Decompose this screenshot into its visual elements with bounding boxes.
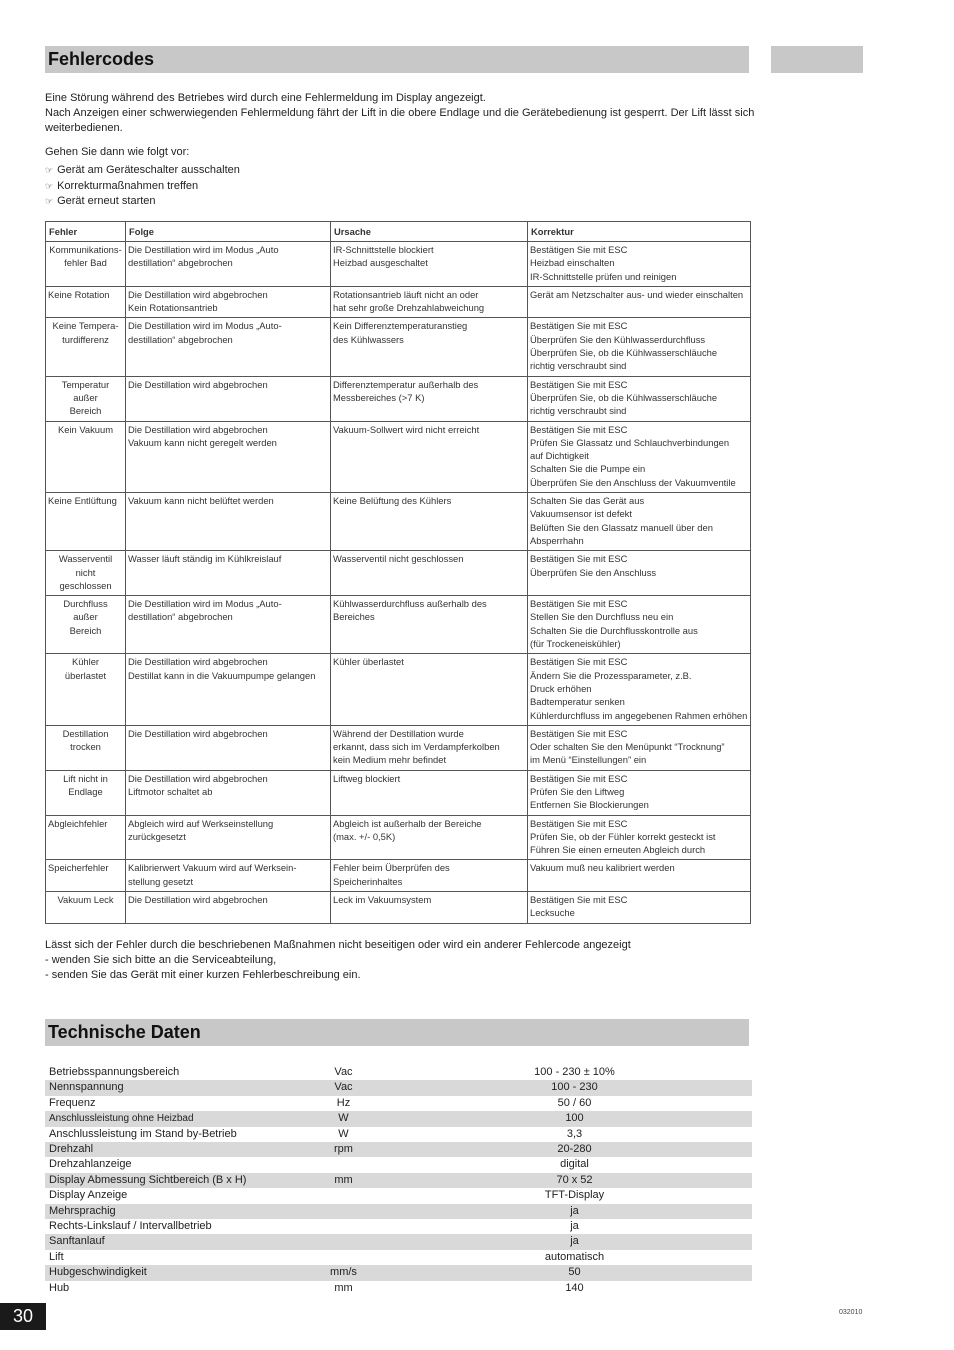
section-title-fehlercodes: Fehlercodes (45, 46, 749, 73)
page-number: 30 (0, 1303, 46, 1330)
table-row (46, 376, 751, 421)
cell-line: Bestätigen Sie mit ESC (530, 378, 628, 390)
cell-folge (126, 596, 331, 654)
cell-folge (126, 551, 331, 596)
cell-line: Die Destillation wird abgebrochen (128, 378, 268, 390)
cell-fehler (46, 596, 126, 654)
cell-ursache (331, 815, 528, 860)
pointing-hand-icon: ☞ (45, 180, 54, 191)
tech-unit (290, 1250, 397, 1265)
cell-line: richtig verschraubt sind (530, 405, 627, 417)
tech-unit: mm (334, 1281, 353, 1294)
cell-korrektur (528, 551, 751, 596)
side-tab-bar (771, 46, 863, 73)
cell-line: Speicherfehler (48, 862, 109, 874)
cell-line: Die Destillation wird abgebrochen (128, 423, 268, 435)
tech-value: TFT-Display (544, 1189, 605, 1202)
cell-korrektur (528, 421, 751, 492)
cell-line: destillation“ abgebrochen (128, 257, 233, 269)
cell-line: Destillat kann in die Vakuumpumpe gelangen (128, 669, 316, 681)
cell-line: Oder schalten Sie den Menüpunkt “Trocknung” (530, 741, 725, 753)
cell-line: Kühlwasserdurchfluss außerhalb des (333, 598, 487, 610)
cell-line: Vakuum kann nicht belüftet werden (128, 495, 274, 507)
tech-row (45, 1188, 752, 1203)
cell-line: Liftmotor schaltet ab (128, 785, 213, 797)
step-item: ☞ Korrekturmaßnahmen treffen (45, 179, 199, 192)
cell-line: destillation“ abgebrochen (128, 611, 233, 623)
error-code-table (45, 221, 751, 924)
cell-line: Die Destillation wird abgebrochen (128, 894, 268, 906)
cell-line: (für Trockeneiskühler) (530, 638, 621, 650)
cell-line: Kein Vakuum (57, 423, 114, 435)
cell-folge (126, 770, 331, 815)
column-header-ursache: Ursache (331, 222, 528, 242)
cell-line: Die Destillation wird abgebrochen (128, 772, 268, 784)
table-header-row (46, 222, 751, 242)
cell-line: Heizbad einschalten (530, 257, 615, 269)
tech-label: Drehzahlanzeige (49, 1158, 132, 1171)
cell-line: Leck im Vakuumsystem (333, 894, 432, 906)
tech-row (45, 1173, 752, 1188)
table-row (46, 286, 751, 318)
cell-line: Keine Belüftung des Kühlers (333, 495, 452, 507)
cell-fehler (46, 892, 126, 924)
step-item: ☞ Gerät erneut starten (45, 195, 156, 207)
cell-korrektur (528, 860, 751, 892)
cell-line: Destillation (62, 727, 109, 739)
tech-label: Sanftanlauf (45, 1234, 290, 1249)
cell-line: IR-Schnittstelle prüfen und reinigen (530, 270, 677, 282)
cell-line: Keine Entlüftung (48, 495, 117, 507)
cell-line: Druck erhöhen (530, 682, 592, 694)
cell-line: Lecksuche (530, 907, 575, 919)
cell-ursache (331, 421, 528, 492)
cell-line: Keine Tempera- (52, 320, 119, 332)
cell-folge (126, 493, 331, 551)
tech-value: 50 / 60 (557, 1096, 592, 1109)
cell-line: Lift nicht in (63, 772, 108, 784)
cell-line: Die Destillation wird abgebrochen (128, 727, 268, 739)
tech-value: 100 - 230 (397, 1080, 752, 1095)
cell-folge (126, 318, 331, 376)
cell-korrektur (528, 892, 751, 924)
outro-text (45, 938, 755, 983)
cell-line: Bestätigen Sie mit ESC (530, 320, 628, 332)
cell-line: Bestätigen Sie mit ESC (530, 817, 628, 829)
cell-line: Entfernen Sie Blockierungen (530, 799, 649, 811)
cell-line: Liftweg blockiert (333, 772, 401, 784)
tech-unit: W (338, 1127, 349, 1140)
cell-line: Ändern Sie die Prozessparameter, z.B. (530, 669, 692, 681)
table-row (46, 318, 751, 376)
cell-ursache (331, 493, 528, 551)
cell-fehler (46, 242, 126, 287)
cell-line: zurückgesetzt (128, 830, 186, 842)
tech-label: Mehrsprachig (45, 1204, 290, 1219)
cell-line: Kühler überlastet (333, 656, 404, 668)
cell-line: Stellen Sie den Durchfluss neu ein (530, 611, 674, 623)
outro-line: - wenden Sie sich bitte an die Serviceabteilung, (45, 954, 277, 966)
cell-fehler (46, 421, 126, 492)
table-row (46, 860, 751, 892)
tech-value: 20-280 (397, 1142, 752, 1157)
tech-row (45, 1065, 752, 1080)
cell-ursache (331, 892, 528, 924)
cell-folge (126, 376, 331, 421)
cell-korrektur (528, 815, 751, 860)
tech-value: 3,3 (566, 1127, 583, 1140)
cell-fehler (46, 551, 126, 596)
table-row (46, 892, 751, 924)
cell-line: Messbereiches (>7 K) (333, 391, 425, 403)
intro-text (45, 91, 755, 136)
cell-line: nicht (75, 566, 96, 578)
cell-line: Wasserventil (58, 553, 113, 565)
tech-value: 140 (565, 1281, 584, 1294)
tech-row (45, 1204, 752, 1219)
table-row (46, 596, 751, 654)
tech-unit: W (290, 1111, 397, 1126)
cell-line: Kühlerdurchfluss im angegebenen Rahmen erhöhen (530, 709, 748, 721)
cell-fehler (46, 860, 126, 892)
tech-row (45, 1096, 752, 1111)
table-row (46, 493, 751, 551)
cell-line: richtig verschraubt sind (530, 360, 627, 372)
cell-folge (126, 892, 331, 924)
cell-fehler (46, 286, 126, 318)
cell-line: außer (73, 611, 98, 623)
cell-line: IR-Schnittstelle blockiert (333, 244, 434, 255)
column-header-korrektur: Korrektur (528, 222, 751, 242)
cell-ursache (331, 654, 528, 725)
cell-ursache (331, 725, 528, 770)
cell-line: Schalten Sie die Pumpe ein (530, 463, 646, 475)
cell-line: Überprüfen Sie den Kühlwasserdurchfluss (530, 333, 706, 345)
cell-line: Die Destillation wird im Modus „Auto- (128, 320, 282, 332)
cell-korrektur (528, 286, 751, 318)
tech-unit: Vac (290, 1080, 397, 1095)
cell-line: Abgleich ist außerhalb der Bereiche (333, 817, 482, 829)
tech-data-table (45, 1065, 752, 1296)
cell-line: Durchfluss (63, 598, 108, 610)
cell-line: Die Destillation wird abgebrochen (128, 656, 268, 668)
tech-unit: Vac (334, 1066, 353, 1078)
cell-folge (126, 286, 331, 318)
cell-line: überlastet (64, 669, 107, 681)
tech-label: Rechts-Linkslauf / Intervallbetrieb (49, 1220, 212, 1233)
table-row (46, 421, 751, 492)
cell-line: Gerät am Netzschalter aus- und wieder einschalten (530, 288, 744, 300)
cell-line: Absperrhahn (530, 534, 584, 546)
cell-line: Abgleich wird auf Werkseinstellung (128, 817, 274, 829)
cell-ursache (331, 551, 528, 596)
cell-line: Kühler (71, 656, 100, 668)
column-header-folge: Folge (126, 222, 331, 242)
cell-line: Rotationsantrieb läuft nicht an oder (333, 288, 479, 300)
cell-line: außer (73, 391, 98, 403)
document-code: 032010 (839, 1309, 863, 1316)
cell-ursache (331, 376, 528, 421)
cell-line: Überprüfen Sie, ob die Kühlwasserschläuche (530, 391, 718, 403)
cell-fehler (46, 815, 126, 860)
tech-value: digital (560, 1158, 589, 1171)
tech-value: ja (397, 1234, 752, 1249)
cell-line: Prüfen Sie den Liftweg (530, 785, 625, 797)
cell-line: Belüften Sie den Glassatz manuell über den (530, 521, 713, 533)
cell-line: Bestätigen Sie mit ESC (530, 894, 628, 906)
cell-fehler (46, 725, 126, 770)
tech-row (45, 1265, 752, 1280)
pointing-hand-icon: ☞ (45, 165, 54, 175)
cell-line: fehler Bad (64, 257, 107, 269)
tech-row (45, 1127, 752, 1142)
cell-line: Temperatur (61, 378, 110, 390)
tech-row (45, 1234, 752, 1249)
cell-ursache (331, 860, 528, 892)
tech-row (45, 1157, 752, 1172)
cell-line: Kalibrierwert Vakuum wird auf Werksein- (128, 862, 297, 874)
cell-line: trocken (70, 741, 101, 753)
intro-line: Nach Anzeigen einer schwerwiegenden Fehlermeldung fährt der Lift in die obere Endlage und die Gerätebedienung ist gesperrt. Der Lift lässt sich weiterbedienen. (45, 107, 755, 134)
tech-label: Lift (49, 1250, 64, 1263)
cell-ursache (331, 318, 528, 376)
column-header-fehler: Fehler (46, 222, 126, 242)
cell-fehler (46, 654, 126, 725)
table-row (46, 725, 751, 770)
cell-line: Während der Destillation wurde (333, 727, 464, 739)
tech-unit (290, 1204, 397, 1219)
tech-unit (290, 1219, 397, 1234)
cell-fehler (46, 376, 126, 421)
cell-line: des Kühlwassers (333, 333, 404, 345)
step-item: ☞ Gerät am Geräteschalter ausschalten (45, 164, 240, 176)
cell-line: Vakuum Leck (57, 894, 114, 906)
cell-ursache (331, 770, 528, 815)
tech-unit: rpm (290, 1142, 397, 1157)
cell-ursache (331, 286, 528, 318)
tech-label: Display Abmessung Sichtbereich (B x H) (45, 1173, 290, 1188)
tech-row (45, 1080, 752, 1095)
cell-line: Die Destillation wird abgebrochen (128, 288, 268, 300)
cell-line: Bestätigen Sie mit ESC (530, 423, 628, 435)
cell-line: Endlage (68, 785, 103, 797)
cell-line: Kommunikations- (49, 244, 122, 255)
cell-line: Bestätigen Sie mit ESC (530, 727, 628, 739)
tech-value: ja (570, 1220, 579, 1233)
tech-row (45, 1142, 752, 1157)
intro-line: Eine Störung während des Betriebes wird durch eine Fehlermeldung im Display angezeigt. (45, 92, 486, 104)
tech-unit (290, 1157, 397, 1172)
outro-line: Lässt sich der Fehler durch die beschriebenen Maßnahmen nicht beseitigen oder wird ein anderer Fehlercode angezeigt (45, 939, 631, 951)
steps-list (45, 163, 240, 210)
cell-line: Heizbad ausgeschaltet (333, 257, 428, 269)
cell-korrektur (528, 654, 751, 725)
cell-line: Differenztemperatur außerhalb des (333, 378, 479, 390)
cell-line: Schalten Sie die Durchflusskontrolle aus (530, 624, 698, 636)
cell-korrektur (528, 318, 751, 376)
cell-line: Vakuum muß neu kalibriert werden (530, 862, 675, 874)
steps-intro (45, 145, 755, 160)
cell-line: Speicherinhaltes (333, 875, 403, 887)
cell-line: Bestätigen Sie mit ESC (530, 772, 628, 784)
tech-row (45, 1111, 752, 1126)
cell-line: erkannt, dass sich im Verdampferkolben (333, 741, 500, 753)
cell-line: stellung gesetzt (128, 875, 194, 887)
cell-folge (126, 421, 331, 492)
tech-label: Hub (49, 1281, 70, 1294)
cell-line: Keine Rotation (48, 288, 110, 300)
error-table-body (46, 242, 751, 924)
cell-korrektur (528, 493, 751, 551)
tech-label: Drehzahl (45, 1142, 290, 1157)
cell-line: Wasserventil nicht geschlossen (333, 553, 464, 565)
cell-folge (126, 860, 331, 892)
cell-line: im Menü “Einstellungen” ein (530, 754, 647, 766)
tech-row (45, 1219, 752, 1234)
tech-value: automatisch (544, 1250, 605, 1263)
cell-line: Kein Rotationsantrieb (128, 302, 218, 314)
pointing-hand-icon: ☞ (45, 196, 54, 206)
cell-line: auf Dichtigkeit (530, 450, 589, 462)
cell-line: Führen Sie einen erneuten Abgleich durch (530, 844, 706, 856)
tech-value: 100 (397, 1111, 752, 1126)
tech-unit: mm/s (290, 1265, 397, 1280)
tech-unit: mm (290, 1173, 397, 1188)
cell-line: Bestätigen Sie mit ESC (530, 598, 628, 610)
table-row (46, 815, 751, 860)
cell-line: Bereiches (333, 611, 375, 623)
cell-line: Abgleichfehler (48, 817, 108, 829)
tech-label: Betriebsspannungsbereich (49, 1066, 180, 1078)
table-row (46, 770, 751, 815)
cell-folge (126, 654, 331, 725)
table-row (46, 654, 751, 725)
cell-korrektur (528, 242, 751, 287)
cell-line: (max. +/- 0,5K) (333, 830, 396, 842)
cell-fehler (46, 770, 126, 815)
cell-ursache (331, 242, 528, 287)
tech-label: Anschlussleistung ohne Heizbad (45, 1111, 290, 1126)
table-row (46, 242, 751, 287)
cell-line: Vakuumsensor ist defekt (530, 508, 632, 520)
cell-korrektur (528, 770, 751, 815)
table-row (46, 551, 751, 596)
tech-label: Nennspannung (45, 1080, 290, 1095)
section-title-technische-daten: Technische Daten (45, 1019, 749, 1046)
cell-line: Überprüfen Sie den Anschluss (530, 566, 657, 578)
cell-line: Bereich (69, 624, 102, 636)
cell-line: Wasser läuft ständig im Kühlkreislauf (128, 553, 282, 565)
cell-line: Prüfen Sie, ob der Fühler korrekt gesteckt ist (530, 830, 716, 842)
outro-line: - senden Sie das Gerät mit einer kurzen Fehlerbeschreibung ein. (45, 969, 361, 981)
tech-unit: Hz (336, 1096, 351, 1109)
cell-line: turdifferenz (62, 333, 109, 345)
cell-ursache (331, 596, 528, 654)
tech-label: Hubgeschwindigkeit (45, 1265, 290, 1280)
cell-line: Schalten Sie das Gerät aus (530, 495, 645, 507)
cell-line: Fehler beim Überprüfen des (333, 862, 450, 874)
cell-korrektur (528, 376, 751, 421)
tech-label: Anschlussleistung im Stand by-Betrieb (49, 1127, 237, 1140)
tech-label: Frequenz (49, 1096, 96, 1109)
cell-line: destillation“ abgebrochen (128, 333, 233, 345)
cell-line: Bestätigen Sie mit ESC (530, 244, 628, 255)
cell-folge (126, 725, 331, 770)
tech-label: Display Anzeige (49, 1189, 128, 1202)
cell-line: Bestätigen Sie mit ESC (530, 553, 628, 565)
tech-value: 50 (397, 1265, 752, 1280)
tech-row (45, 1281, 752, 1296)
tech-row (45, 1250, 752, 1265)
cell-korrektur (528, 725, 751, 770)
cell-line: Die Destillation wird im Modus „Auto- (128, 598, 282, 610)
tech-table-body (45, 1065, 752, 1296)
cell-line: Bestätigen Sie mit ESC (530, 656, 628, 668)
cell-folge (126, 242, 331, 287)
steps-intro-text: Gehen Sie dann wie folgt vor: (45, 146, 190, 158)
tech-value: 100 - 230 ± 10% (534, 1066, 615, 1078)
tech-unit (290, 1188, 397, 1203)
cell-line: Überprüfen Sie den Anschluss der Vakuumventile (530, 476, 736, 488)
cell-line: geschlossen (59, 579, 112, 591)
cell-line: Prüfen Sie Glassatz und Schlauchverbindungen (530, 436, 730, 448)
cell-folge (126, 815, 331, 860)
cell-line: Badtemperatur senken (530, 696, 625, 708)
cell-line: kein Medium mehr befindet (333, 754, 447, 766)
cell-fehler (46, 493, 126, 551)
tech-value: ja (397, 1204, 752, 1219)
cell-line: hat sehr große Drehzahlabweichung (333, 302, 485, 314)
cell-line: Vakuum-Sollwert wird nicht erreicht (333, 423, 480, 435)
cell-fehler (46, 318, 126, 376)
cell-line: Kein Differenztemperaturanstieg (333, 320, 468, 332)
cell-line: Bereich (69, 405, 102, 417)
tech-value: 70 x 52 (397, 1173, 752, 1188)
cell-korrektur (528, 596, 751, 654)
cell-line: Vakuum kann nicht geregelt werden (128, 436, 277, 448)
tech-unit (290, 1234, 397, 1249)
cell-line: Überprüfen Sie, ob die Kühlwasserschläuche (530, 347, 718, 359)
cell-line: Die Destillation wird im Modus „Auto (128, 244, 279, 255)
